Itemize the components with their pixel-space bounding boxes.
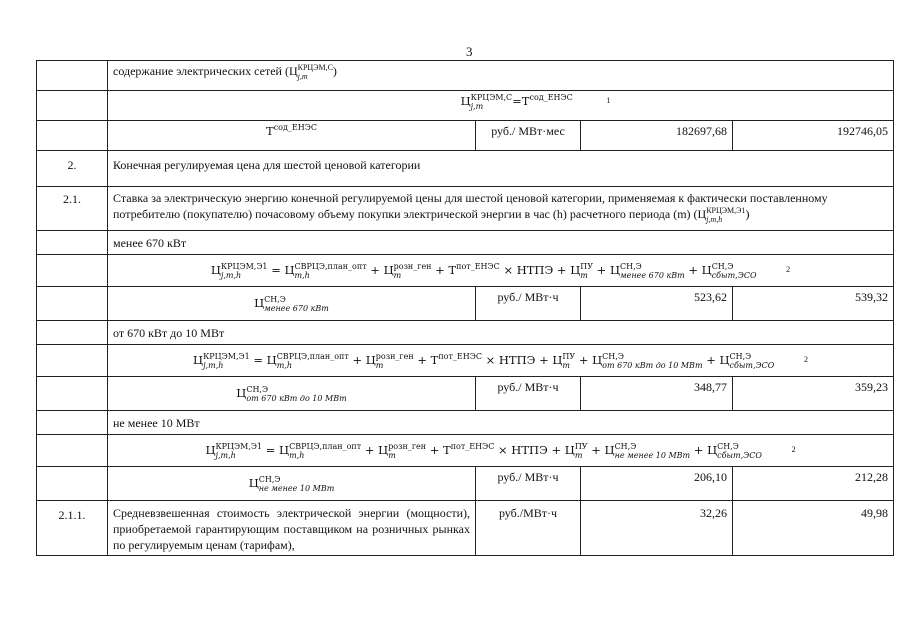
footnote-marker: 2: [786, 264, 791, 274]
band-label: менее 670 кВт: [108, 231, 894, 255]
footnote-marker: 2: [803, 354, 808, 364]
table-row: [37, 61, 894, 91]
value-cell: 348,77: [581, 377, 733, 411]
value-cell: 192746,05: [733, 121, 894, 151]
footnote-marker: 2: [791, 444, 796, 454]
table-row: [37, 377, 894, 411]
unit-cell: руб./ МВт·ч: [476, 287, 581, 321]
row-number: 2.1.1.: [37, 501, 108, 556]
value-cell: 32,26: [581, 501, 733, 556]
row-number: 2.1.: [37, 187, 108, 231]
footnote-marker: 1: [606, 96, 611, 105]
unit-cell: руб./ МВт·ч: [476, 467, 581, 501]
table-row: [37, 287, 894, 321]
price-formula: Ц КРЦЭМ,Э1 j,m,h = Ц СВРЦЭ,план_опт m,h + Ц розн_ген m + $Т^{пот\_ЕНЭС}$ × НТПЭ + Ц ПУ m + Ц СН,Э не менее 10 МВт + Ц СН,Э сбыт,ЭСО $^2$: [108, 435, 894, 467]
value-cell: 539,32: [733, 287, 894, 321]
table-row: [37, 321, 894, 345]
table-row: [37, 501, 894, 556]
table-row: [37, 187, 894, 231]
price-symbol: Ц СН,Э менее 670 кВт: [108, 287, 476, 321]
value-cell: 523,62: [581, 287, 733, 321]
table-row: [37, 345, 894, 377]
table-row: [37, 255, 894, 287]
band-label: от 670 кВт до 10 МВт: [108, 321, 894, 345]
row-number: 2.: [37, 151, 108, 187]
table-row: [37, 91, 894, 121]
unit-cell: руб./ МВт·ч: [476, 377, 581, 411]
table-row: [37, 151, 894, 187]
maintenance-formula: Ц КРЦЭМ,С j,m $=Т^{сод\_ЕНЭС}$ $^1$: [108, 91, 894, 121]
value-cell: 49,98: [733, 501, 894, 556]
value-cell: 359,23: [733, 377, 894, 411]
section-heading: Конечная регулируемая цена для шестой ценовой категории: [108, 151, 894, 187]
unit-cell: руб./МВт·ч: [476, 501, 581, 556]
tsod-symbol: $Т^{сод\_ЕНЭС}$: [108, 121, 476, 151]
table-row: [37, 411, 894, 435]
table-row: [37, 121, 894, 151]
table-row: [37, 231, 894, 255]
table-row: [37, 435, 894, 467]
price-symbol: Ц СН,Э от 670 кВт до 10 МВт: [108, 377, 476, 411]
value-cell: 182697,68: [581, 121, 733, 151]
maintenance-label: содержание электрических сетей (Ц КРЦЭМ,С j,m ): [108, 61, 894, 91]
table-row: [37, 467, 894, 501]
value-cell: 212,28: [733, 467, 894, 501]
price-symbol: Ц СН,Э не менее 10 МВт: [108, 467, 476, 501]
tariff-table: [36, 60, 894, 556]
value-cell: 206,10: [581, 467, 733, 501]
section-description: Средневзвешенная стоимость электрической энергии (мощности), приобретаемой гарантирующим поставщиком на розничных рынках по регулируемым ценам (тарифам),: [108, 501, 476, 556]
band-label: не менее 10 МВт: [108, 411, 894, 435]
price-formula: Ц КРЦЭМ,Э1 j,m,h = Ц СВРЦЭ,план_опт m,h + Ц розн_ген m + $Т^{пот\_ЕНЭС}$ × НТПЭ + Ц ПУ m + Ц СН,Э менее 670 кВт + Ц СН,Э сбыт,ЭСО $^2$: [108, 255, 894, 287]
page-number: 3: [466, 44, 473, 59]
section-description: Ставка за электрическую энергию конечной регулируемой цены для шестой ценовой категории, применяемая к фактически поставленному потребителю (покупателю) почасовому объему покупки электрической энергии в час (h) расчетного периода (m) (Ц КРЦЭМ,Э1 j,m,h ): [108, 187, 894, 231]
unit-cell: руб./ МВт·мес: [476, 121, 581, 151]
price-formula: Ц КРЦЭМ,Э1 j,m,h = Ц СВРЦЭ,план_опт m,h + Ц розн_ген m + $Т^{пот\_ЕНЭС}$ × НТПЭ + Ц ПУ m + Ц СН,Э от 670 кВт до 10 МВт + Ц СН,Э сбыт,ЭСО $^2$: [108, 345, 894, 377]
